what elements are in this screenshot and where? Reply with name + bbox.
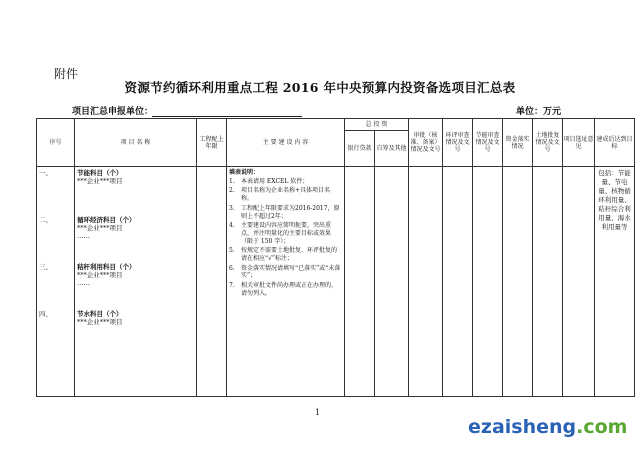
project-column (75, 167, 197, 397)
header-funds: 资金落实情况 (503, 119, 533, 167)
header-construction: 主 要 建 设 内 容 (227, 119, 345, 167)
note-item: 7. 相关审批文件尚办理或正在办理的，请勿列入。 (229, 282, 338, 297)
section-block (77, 216, 194, 263)
note-item: 1. 本表请用 EXCEL 软件； (229, 177, 309, 185)
unit-label: 单位：万元 (516, 107, 562, 117)
note-item: 2. 项目名称为企业名称+具体项目名称。 (229, 187, 331, 203)
notes-cell (227, 167, 345, 397)
header-construction-goal: 建成后达到目标 (595, 119, 635, 167)
section-subitem: …… (77, 232, 90, 240)
header-project-name: 项 目 名 称 (75, 119, 197, 167)
seq-item: 一、 (39, 169, 52, 177)
seq-column (37, 167, 75, 397)
bank-loan-cell (345, 167, 375, 397)
note-item: 6. 资金落实情况请填写“已落实”或“未落实”； (229, 264, 341, 280)
header-approval: 审批（核准、备案）情况及文号 (409, 119, 443, 167)
engineering-type-cell (197, 167, 227, 397)
section-block (77, 263, 194, 310)
local-approval-cell (533, 167, 563, 397)
summary-table (36, 118, 635, 397)
summary-unit-label: 项目汇总申报单位： (72, 107, 154, 117)
site-cell (563, 167, 595, 397)
header-self-raised: 自筹及其他 (375, 131, 409, 167)
section-heading: 秸秆利用科目（个） (77, 263, 136, 271)
section-subitem: ***企业***项目 (77, 271, 123, 279)
section-block (77, 310, 194, 357)
construction-goal-cell: 包括：节能量、节电量、核物循环利用量、秸秆综合利用量、海水利用量等 (595, 167, 635, 397)
seq-item: 二、 (39, 216, 52, 224)
notes-list (229, 178, 342, 298)
watermark-logo: ezaisheng.com (468, 416, 628, 438)
header-seq: 序号 (37, 119, 75, 167)
header-site: 项目选址意见 (563, 119, 595, 167)
section-subitem: ***企业***项目 (77, 318, 123, 326)
seq-item: 四、 (39, 310, 52, 318)
funds-cell (503, 167, 533, 397)
eia-cell (443, 167, 473, 397)
note-item: 5. 按规定不需要土地批复、环评批复的请在相应“√”标注； (229, 247, 338, 263)
header-engineering-type: 工程配上年限 (197, 119, 227, 167)
notes-heading: 填表说明： (229, 169, 260, 176)
section-subitem: …… (77, 279, 90, 287)
page-title: 资源节约循环利用重点工程 2016 年中央预算内投资备选项目汇总表 (124, 80, 516, 95)
approval-cell (409, 167, 443, 397)
section-heading: 循环经济科目（个） (77, 216, 136, 224)
header-eia: 环评审查情况及文号 (443, 119, 473, 167)
seq-item: 三、 (39, 263, 52, 271)
header-land: 节能审查情况及文号 (473, 119, 503, 167)
section-block (77, 169, 194, 216)
page-number: 1 (315, 408, 321, 417)
section-heading: 节水科目（个） (77, 310, 123, 318)
note-item: 4. 主要建设内容应简明扼要，突出重点，并注明量化的主要目标或效果（限于 150 字）； (229, 222, 332, 245)
header-local-approval: 土地批复情况及文号 (533, 119, 563, 167)
section-heading: 节能科目（个） (77, 169, 123, 177)
attachment-label: 附件 (54, 67, 79, 81)
note-item: 3. 工程配上年限要求为2016-2017，原则上不超过2年； (229, 204, 340, 220)
self-raised-cell (375, 167, 409, 397)
section-subitem: ***企业***项目 (77, 177, 123, 185)
land-cell (473, 167, 503, 397)
header-total-investment: 总 投 资 (345, 119, 409, 131)
header-bank-loan: 银行贷款 (345, 131, 375, 167)
section-subitem: ***企业***项目 (77, 224, 123, 232)
summary-unit-blank (152, 116, 302, 117)
